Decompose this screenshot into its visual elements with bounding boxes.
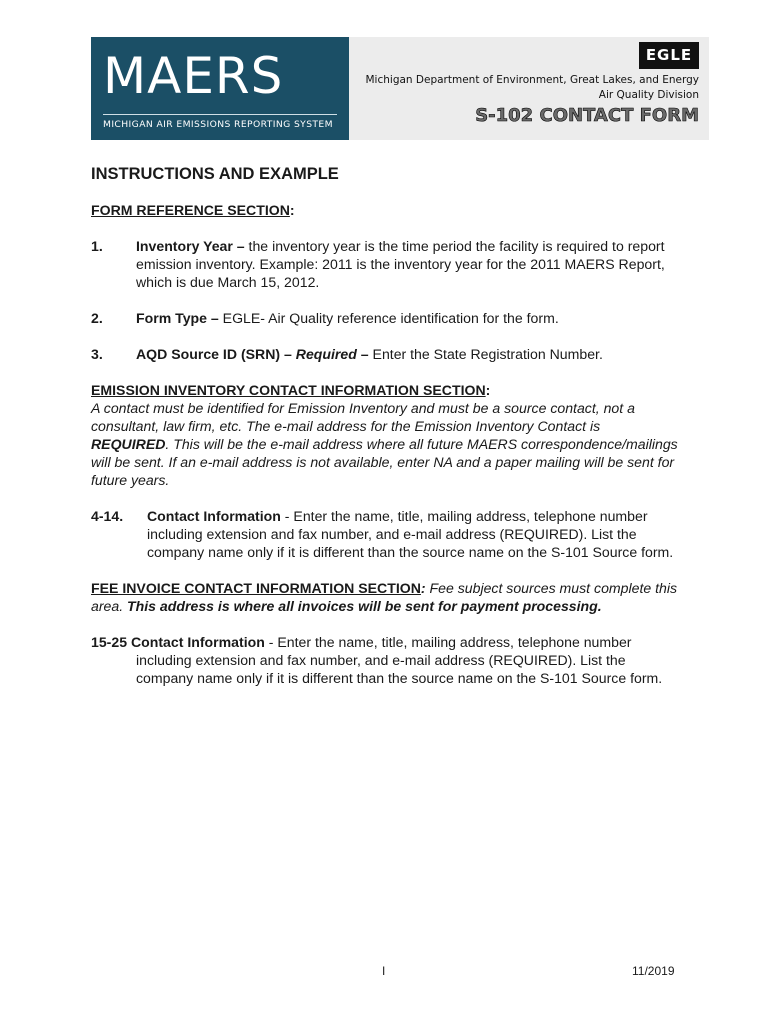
logo-wordmark: MAERS <box>103 47 284 105</box>
agency-line-1: Michigan Department of Environment, Great Lakes, and Energy <box>365 74 699 86</box>
item-text: - Enter the name, title, mailing address, telephone number including extension and fax number, and e-mail address (REQUIRED). List the company name only if it is different than the source name on the S-101 Source form. <box>136 634 663 686</box>
page-title: INSTRUCTIONS AND EXAMPLE <box>91 165 339 183</box>
item-label-required: Required <box>295 346 357 362</box>
item-text: - Enter the name, title, mailing address, telephone number including extension and fax number, and e-mail address (REQUIRED). List the company name only if it is different than the source name on the S-101 Source form. <box>147 508 674 560</box>
form-reference-heading <box>91 201 681 219</box>
item-number: 2. <box>91 310 103 326</box>
heading-colon: : <box>420 580 426 596</box>
fee-section <box>91 579 681 615</box>
logo-divider <box>103 114 337 115</box>
list-item-fee-contact <box>91 633 681 687</box>
paragraph-text-b: . This will be the e-mail address where all future MAERS correspondence/mailings will be sent. If an e-mail address is not available, enter NA and a paper mailing will be sent for future years. <box>91 436 678 488</box>
page-number: I <box>382 964 386 978</box>
list-item-aqd-source-id <box>91 345 681 363</box>
item-label-dash: – <box>356 346 369 362</box>
fee-bold-note: This address is where all invoices will be sent for payment processing. <box>127 598 602 614</box>
item-label: Inventory Year – <box>136 238 245 254</box>
fee-heading: FEE INVOICE CONTACT INFORMATION SECTION <box>91 580 421 596</box>
header-banner <box>91 37 709 140</box>
heading-colon: : <box>289 202 295 218</box>
agency-line-2: Air Quality Division <box>598 89 699 101</box>
item-label: Form Type – <box>136 310 219 326</box>
item-text: EGLE- Air Quality reference identification for the form. <box>218 310 559 326</box>
list-item-form-type <box>91 309 681 327</box>
list-item-emission-contact <box>91 507 681 561</box>
item-text: Enter the State Registration Number. <box>368 346 603 362</box>
fee-intro: Fee subject sources must complete this area. <box>91 580 678 614</box>
item-label: AQD Source ID (SRN) – <box>136 346 292 362</box>
paragraph-text-a: A contact must be identified for Emission Inventory and must be a source contact, not a consultant, law firm, etc. The e-mail address for the Emission Inventory Contact is <box>91 400 635 434</box>
paragraph-required: REQUIRED <box>91 436 166 452</box>
item-number: 15-25 <box>91 634 128 650</box>
heading-text: EMISSION INVENTORY CONTACT INFORMATION SECTION <box>91 382 486 398</box>
egle-logo: EGLE <box>639 42 699 69</box>
maers-logo <box>91 37 349 140</box>
heading-colon: : <box>485 382 491 398</box>
revision-date: 11/2019 <box>632 964 675 978</box>
document-body <box>91 160 681 705</box>
emission-heading <box>91 381 681 399</box>
item-text: the inventory year is the time period the facility is required to report emission inventory. Example: 2011 is the inventory year for the 2011 MAERS Report, which is due March 15, 2012. <box>136 238 665 290</box>
item-label: Contact Information <box>147 508 281 524</box>
emission-paragraph <box>91 399 681 489</box>
item-number: 3. <box>91 346 103 362</box>
agency-name <box>366 73 700 103</box>
heading-text: FORM REFERENCE SECTION <box>91 202 290 218</box>
logo-tagline: MICHIGAN AIR EMISSIONS REPORTING SYSTEM <box>103 119 333 130</box>
item-number: 4-14. <box>91 508 124 524</box>
item-number: 1. <box>91 238 103 254</box>
emission-section <box>91 381 681 489</box>
item-label: Contact Information <box>130 634 265 650</box>
form-title: S-102 CONTACT FORM <box>475 105 699 126</box>
list-item-inventory-year <box>91 237 681 291</box>
